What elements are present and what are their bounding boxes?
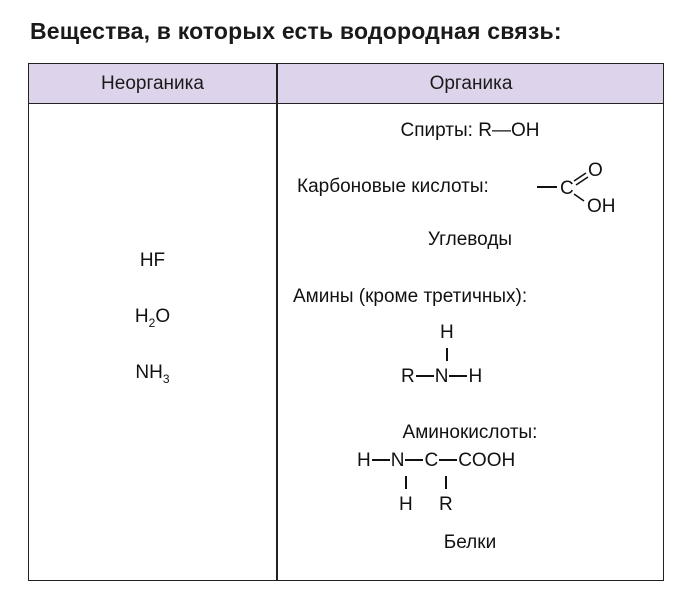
water-tail: O (155, 306, 171, 327)
amine-top-h: H (440, 322, 454, 343)
table-header-row (29, 64, 663, 104)
formula-water (29, 306, 276, 328)
amino-acids-label: Аминокислоты: (402, 422, 538, 443)
substances-table (28, 63, 664, 581)
amine-r: R (401, 366, 415, 387)
amine-bond-n-h (449, 375, 467, 377)
amine-vertical-bond (446, 348, 448, 361)
amine-n: N (434, 366, 449, 387)
carboxyl-single-bond (574, 194, 584, 201)
amino-n: N (390, 450, 405, 471)
amino-n-vertical-bond (405, 476, 407, 489)
carboxylic-acids-label: Карбоновые кислоты: (297, 176, 489, 197)
amino-bottom-r: R (439, 494, 453, 515)
water-base: H (134, 306, 149, 327)
carboxyl-o-atom: O (588, 160, 603, 181)
amine-right-h: H (468, 366, 483, 387)
ammonia-subscript: 3 (162, 372, 170, 386)
amino-c: C (424, 450, 439, 471)
amino-bond-h-n (372, 459, 390, 461)
amine-chain (401, 366, 482, 388)
water-subscript: 2 (148, 316, 156, 330)
carboxyl-c-atom: C (560, 178, 574, 199)
organic-cell (277, 104, 663, 580)
amino-bottom-h: H (399, 494, 413, 515)
amines-label: Амины (кроме третичных): (293, 286, 528, 307)
formula-hf: HF (139, 250, 166, 271)
alcohols-line: Спирты: R—OH (400, 120, 540, 141)
amino-bond-n-c (405, 459, 423, 461)
proteins-line: Белки (443, 532, 497, 553)
page-title: Вещества, в которых есть водородная связь: (30, 18, 562, 44)
carbohydrates-line: Углеводы (427, 229, 513, 250)
carboxyl-oh-group: OH (587, 196, 616, 216)
inorganic-cell (29, 104, 276, 580)
amino-bond-c-cooh (439, 459, 457, 461)
amino-cooh: COOH (458, 450, 516, 471)
amine-bond-r-n (416, 375, 434, 377)
ammonia-base: NH (135, 362, 163, 383)
header-organic: Органика (429, 73, 513, 94)
formula-ammonia (29, 362, 276, 384)
header-inorganic: Неорганика (101, 73, 204, 94)
amino-c-vertical-bond (445, 476, 447, 489)
carboxyl-group-diagram (533, 156, 653, 216)
amino-h: H (357, 450, 371, 471)
amino-acid-chain (357, 450, 515, 472)
